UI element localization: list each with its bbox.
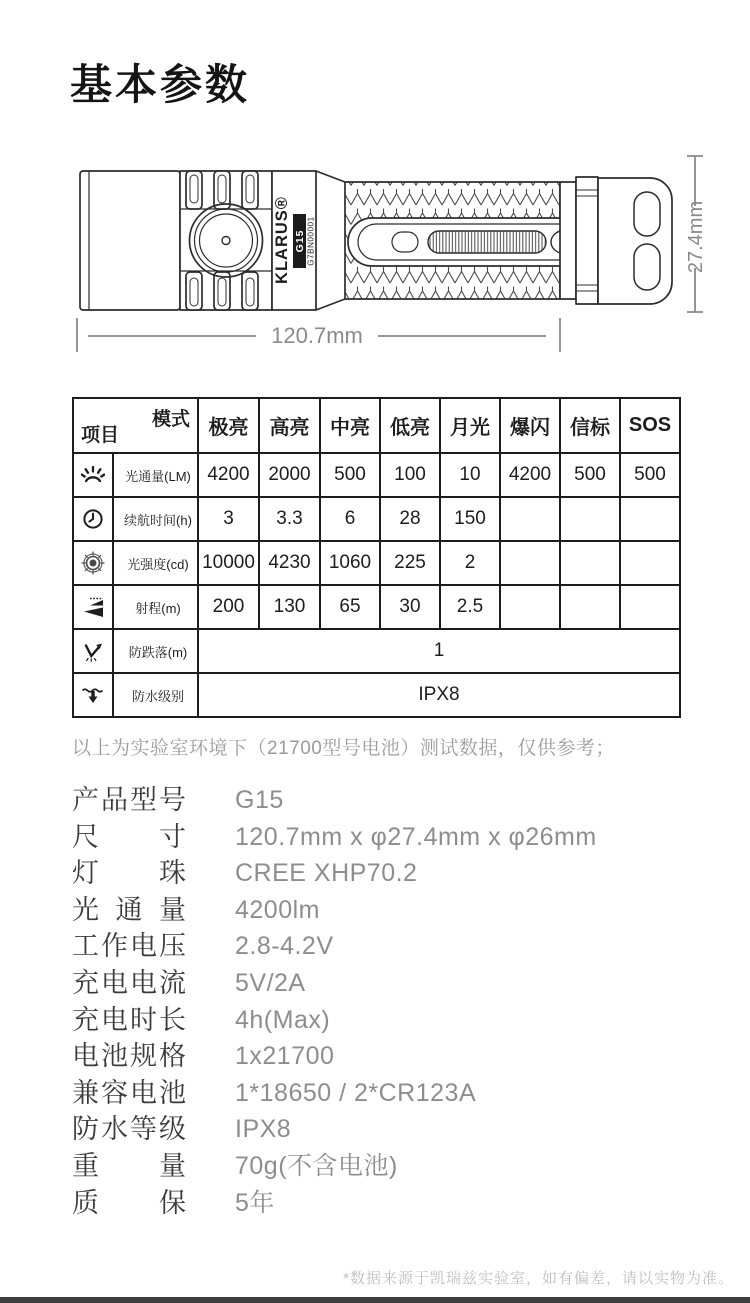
spec-value: 5V/2A [235,968,306,997]
value-cell: 100 [380,453,440,497]
value-cell: 65 [320,585,380,629]
spec-row-size [72,820,692,857]
spec-row-battery [72,1039,692,1076]
value-cell: 150 [440,497,500,541]
diameter-dimension-label: 27.4mm [685,200,707,274]
spec-label: 充电电流 [72,967,186,998]
value-cell: 500 [620,453,680,497]
value-cell: 225 [380,541,440,585]
corner-mode-label: 模式 [151,409,190,430]
corner-cell [73,398,198,453]
spec-row-warranty [72,1186,692,1223]
length-dimension-label: 120.7mm [271,323,363,348]
spec-row-weight [72,1149,692,1186]
waterproof-icon [73,673,113,717]
page-title: 基本参数 [70,61,251,108]
empty-slash-cell [560,585,620,629]
value-cell: 1060 [320,541,380,585]
spec-label: 重量 [72,1150,186,1181]
table-row-throw [73,585,680,629]
table-row-runtime [73,497,680,541]
spec-label: 光通量 [72,894,186,925]
row-label: 续航时间(h) [113,497,198,541]
empty-slash-cell [500,585,560,629]
spec-row-led [72,856,692,893]
empty-slash-cell [560,497,620,541]
spec-label: 尺寸 [72,821,186,852]
value-cell: 4230 [259,541,320,585]
value-cell: 4200 [500,453,560,497]
mode-header-sos: SOS [620,398,680,453]
row-label: 光通量(LM) [113,453,198,497]
empty-slash-cell [560,541,620,585]
value-cell: 500 [560,453,620,497]
model-logo-text: G15 [294,229,306,253]
row-label: 防水级别 [113,673,198,717]
runtime-clock-icon [73,497,113,541]
flashlight-body-group [80,171,672,310]
spec-row-charge-time [72,1003,692,1040]
value-cell: 10 [440,453,500,497]
row-label: 射程(m) [113,585,198,629]
spec-value: 1*18650 / 2*CR123A [235,1078,477,1107]
spec-label: 充电时长 [72,1004,186,1035]
value-cell: 200 [198,585,259,629]
span-value-cell: IPX8 [198,673,680,717]
intensity-target-icon [73,541,113,585]
spec-value: 4h(Max) [235,1005,331,1034]
table-row-waterproof [73,673,680,717]
value-cell: 2000 [259,453,320,497]
empty-slash-cell [620,497,680,541]
table-row-impact [73,629,680,673]
empty-slash-cell [620,585,680,629]
spec-label: 电池规格 [72,1041,186,1072]
spec-label: 防水等级 [72,1114,186,1145]
value-cell: 30 [380,585,440,629]
brand-text: KLARUS® [273,196,291,284]
spec-row-compatible-battery [72,1076,692,1113]
span-value-cell: 1 [198,629,680,673]
mode-header-moonlight: 月光 [440,398,500,453]
luminous-flux-icon [73,453,113,497]
table-row-luminous-flux [73,453,680,497]
spec-value: IPX8 [235,1115,292,1144]
value-cell: 2 [440,541,500,585]
spec-value: CREE XHP70.2 [235,859,418,888]
value-cell: 4200 [198,453,259,497]
spec-value: 5年 [235,1188,275,1217]
mode-header-strobe: 爆闪 [500,398,560,453]
value-cell: 10000 [198,541,259,585]
spec-value: 2.8-4.2V [235,932,334,961]
value-cell: 130 [259,585,320,629]
bottom-divider [0,1297,750,1303]
empty-slash-cell [500,541,560,585]
mode-header-high: 高亮 [259,398,320,453]
flashlight-technical-drawing [0,150,750,385]
spec-label: 灯珠 [72,858,186,889]
disclaimer-text: *数据来源于凯瑞兹实验室，如有偏差，请以实物为准。 [343,1270,734,1287]
value-cell: 500 [320,453,380,497]
spec-value: 70g(不含电池) [235,1151,398,1180]
mode-header-turbo: 极亮 [198,398,259,453]
row-label: 防跌落(m) [113,629,198,673]
value-cell: 3.3 [259,497,320,541]
spec-value: 120.7mm x φ27.4mm x φ26mm [235,822,597,851]
spec-list [72,783,692,1222]
spec-row-model [72,783,692,820]
value-cell: 2.5 [440,585,500,629]
value-cell: 3 [198,497,259,541]
empty-slash-cell [500,497,560,541]
row-label: 光强度(cd) [113,541,198,585]
mode-header-low: 低亮 [380,398,440,453]
head-bezel [80,171,180,310]
throw-beam-icon [73,585,113,629]
table-row-intensity [73,541,680,585]
corner-item-label: 项目 [81,425,120,446]
mode-header-medium: 中亮 [320,398,380,453]
impact-resistance-icon [73,629,113,673]
spec-row-charge-current [72,966,692,1003]
spec-row-voltage [72,929,692,966]
table-header-row [73,398,680,453]
value-cell: 6 [320,497,380,541]
mode-header-beacon: 信标 [560,398,620,453]
serial-text: G7BN00001 [306,216,316,266]
spec-label: 产品型号 [72,785,186,815]
spec-label: 质保 [72,1187,186,1218]
tail-cap [598,178,672,304]
spec-value: 4200lm [235,895,320,924]
modes-spec-table [72,397,681,718]
spec-row-waterproof-rating [72,1112,692,1149]
lab-test-note: 以上为实验室环境下（21700型号电池）测试数据，仅供参考； [72,738,615,759]
spec-label: 兼容电池 [72,1077,186,1108]
spec-row-lumens [72,893,692,930]
spec-value: G15 [235,786,284,814]
empty-slash-cell [620,541,680,585]
spec-label: 工作电压 [72,931,186,962]
value-cell: 28 [380,497,440,541]
spec-value: 1x21700 [235,1042,335,1071]
